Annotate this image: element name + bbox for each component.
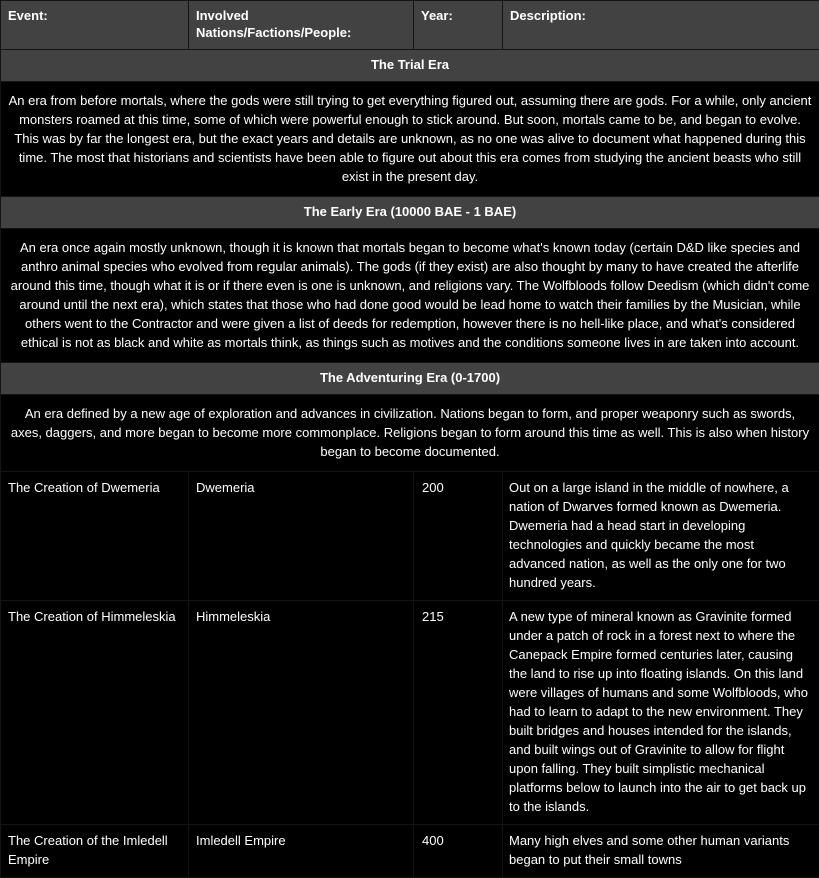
cell-year: 200 [414,472,503,601]
cell-description: A new type of mineral known as Gravinite formed under a patch of rock in a forest next to where the Canepack Empire formed centuries later, causing the land to rise up into floating islands. On this land were villages of humans and some Wolfbloods, who had to learn to adapt to the new environment. They built bridges and houses intended for the islands, and built wings out of Gravinite to allow for flight upon falling. They built simplistic mechanical platforms below to launch into the air to get back up to the islands. [503,601,819,825]
cell-involved: Imledell Empire [189,825,414,878]
era-title-row [1,50,819,82]
era-description: An era from before mortals, where the gods were still trying to get everything figured out, assuming there are gods. For a while, only ancient monsters roamed at this time, some of which were powerful enough to stick around. But soon, mortals came to be, and began to evolve. This was by far the longest era, but the exact years and details are unknown, as no one was alive to document what happened during this time. The most that historians and scientists have been able to figure out about this era comes from studying the ancient beasts who still exist in the present day. [1,82,819,197]
table-row [1,825,819,878]
era-description-row [1,82,819,197]
cell-description: Many high elves and some other human variants began to put their small towns [503,825,819,878]
table-row [1,601,819,825]
cell-event: The Creation of Himmeleskia [1,601,189,825]
era-description-row [1,229,819,363]
cell-involved: Dwemeria [189,472,414,601]
cell-involved: Himmeleskia [189,601,414,825]
column-header-year: Year: [414,1,503,50]
column-header-description: Description: [503,1,819,50]
era-description: An era defined by a new age of exploration and advances in civilization. Nations began to form, and proper weaponry such as swords, axes, daggers, and more began to become more commonplace. Religions began to form around this time as well. This is also when history began to become documented. [1,395,819,472]
era-title-row [1,197,819,229]
table-body [1,50,819,878]
era-title-row [1,363,819,395]
column-header-event: Event: [1,1,189,50]
cell-year: 215 [414,601,503,825]
era-description: An era once again mostly unknown, though it is known that mortals began to become what's known today (certain D&D like species and anthro animal species who evolved from regular animals). The gods (if they exist) are also thought by many to have created the afterlife around this time, though what it is or if there even is one is unknown, and religions vary. The Wolfbloods follow Deedism (which didn't come around until the next era), which states that those who had done good would be lead home to watch their families by the Musician, while others went to the Contractor and were given a list of deeds for redemption, however there is no hell-like place, and what's considered ethical is not as black and white as mortals think, as things such as motives and the conditions someone lives in are taken into account. [1,229,819,363]
table-row [1,472,819,601]
cell-event: The Creation of Dwemeria [1,472,189,601]
column-header-involved: Involved Nations/Factions/People: [189,1,414,50]
cell-event: The Creation of the Imledell Empire [1,825,189,878]
era-title: The Early Era (10000 BAE - 1 BAE) [1,197,819,229]
cell-year: 400 [414,825,503,878]
table-header-row [1,1,819,50]
era-description-row [1,395,819,472]
era-title: The Adventuring Era (0-1700) [1,363,819,395]
cell-description: Out on a large island in the middle of nowhere, a nation of Dwarves formed known as Dwemeria. Dwemeria had a head start in developing technologies and quickly became the most advanced nation, as well as the only one for two hundred years. [503,472,819,601]
era-title: The Trial Era [1,50,819,82]
